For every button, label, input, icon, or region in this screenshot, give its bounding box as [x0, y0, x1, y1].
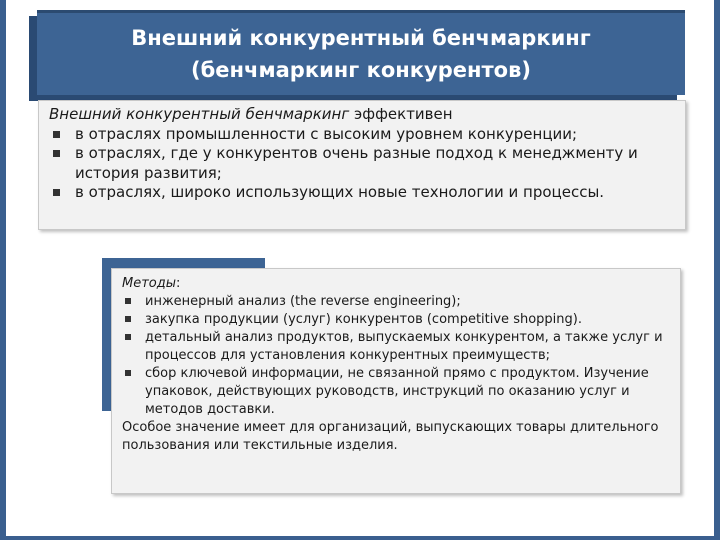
methods-note: Особое значение имеет для организаций, выпускающих товары длительного пользования или текстильные изделия.: [122, 420, 659, 453]
square-bullet-icon: [125, 316, 131, 322]
method-item-text: закупка продукции (услуг) конкурентов (competitive shopping).: [145, 312, 582, 327]
method-item: [122, 329, 670, 365]
square-bullet-icon: [53, 189, 60, 196]
method-item: [122, 293, 670, 311]
effectiveness-item-text: в отраслях промышленности с высоким уровнем конкуренции;: [75, 124, 578, 143]
effectiveness-box: [38, 100, 686, 230]
title-line-2: (бенчмаркинг конкурентов): [191, 58, 531, 82]
methods-heading-text: Методы: [122, 276, 176, 291]
square-bullet-icon: [125, 370, 131, 376]
effectiveness-item: [49, 125, 675, 145]
methods-heading: Методы:: [122, 276, 181, 291]
method-item: [122, 365, 670, 419]
slide-frame-bottom: [0, 536, 720, 540]
slide-frame-left: [0, 0, 6, 540]
method-item-text: инженерный анализ (the reverse engineering);: [145, 294, 461, 309]
square-bullet-icon: [125, 298, 131, 304]
effectiveness-item-text: в отраслях, широко использующих новые технологии и процессы.: [75, 183, 605, 201]
effectiveness-item-text: в отраслях, где у конкурентов очень разные подход к менеджменту и история развития;: [75, 144, 638, 182]
method-item-text: сбор ключевой информации, не связанной прямо с продуктом. Изучение упаковок, действующих руководств, инструкций по оказанию услуг и методов доставки.: [145, 366, 649, 417]
method-item: [122, 311, 670, 329]
title-line-1: Внешний конкурентный бенчмаркинг: [131, 26, 591, 50]
effectiveness-item: [49, 144, 675, 183]
square-bullet-icon: [53, 131, 60, 138]
methods-box: [111, 268, 681, 494]
square-bullet-icon: [53, 150, 60, 157]
method-item-text: детальный анализ продуктов, выпускаемых конкурентом, а также услуг и процессов для установления конкурентных преимуществ;: [145, 330, 663, 363]
lead-rest: эффективен: [349, 105, 453, 123]
square-bullet-icon: [125, 334, 131, 340]
slide-title: [37, 10, 685, 95]
effectiveness-lead: [49, 105, 675, 125]
slide-frame-right: [714, 0, 720, 540]
effectiveness-item: [49, 183, 675, 203]
lead-italic: Внешний конкурентный бенчмаркинг: [49, 105, 350, 123]
